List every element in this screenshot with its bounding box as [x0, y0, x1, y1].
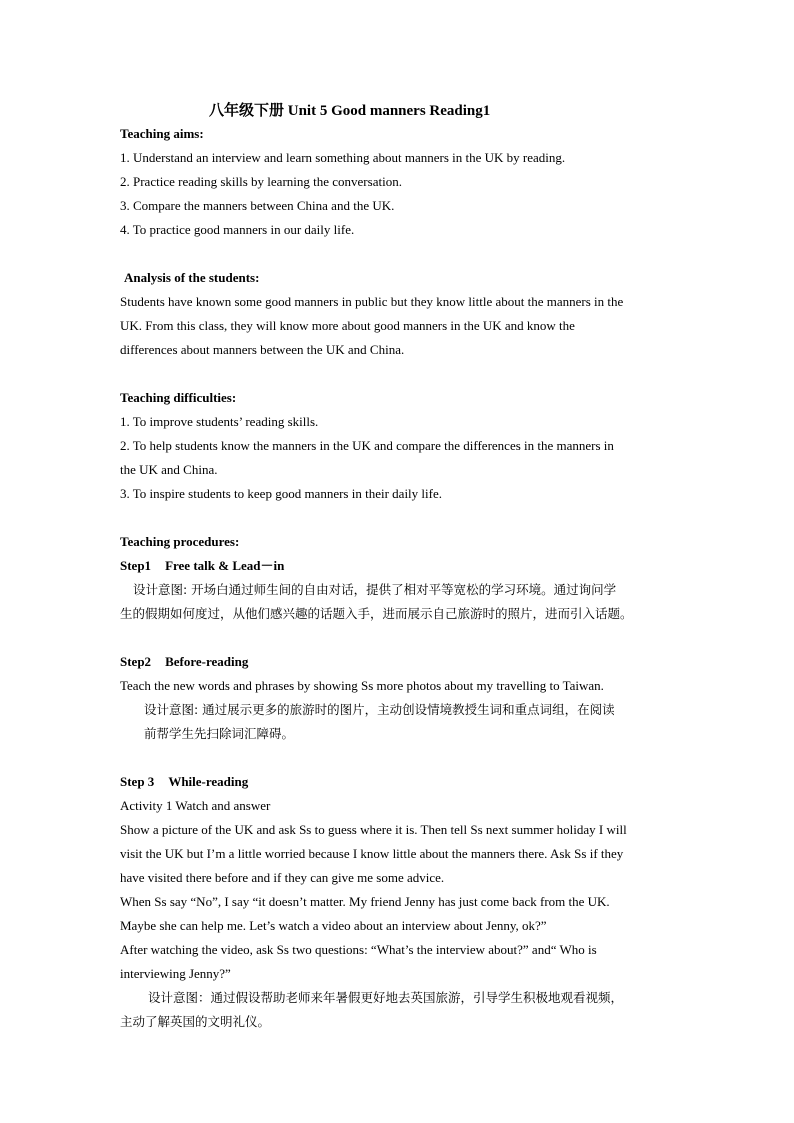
document-page — [120, 100, 680, 1034]
teaching-aims-heading: Teaching aims: — [120, 126, 204, 141]
step2-design-line: 前帮学生先扫除词汇障碍。 — [144, 726, 295, 741]
step3-line: After watching the video, ask Ss two questions: “What’s the interview about?” and“ Who is — [120, 942, 597, 957]
step2-number: Step2 — [120, 654, 152, 669]
step1-title — [120, 554, 680, 578]
step3-title — [120, 770, 680, 794]
difficulty-line: 3. To inspire students to keep good manners in their daily life. — [120, 486, 442, 501]
step3-design-line: 设计意图：通过假设帮助老师来年暑假更好地去英国旅游，引导学生积极地观看视频， — [148, 990, 624, 1005]
step3-line: interviewing Jenny?” — [120, 966, 231, 981]
step3-name: While-reading — [168, 774, 249, 789]
document-title: 八年级下册 Unit 5 Good manners Reading1 — [209, 103, 491, 119]
analysis-heading: Analysis of the students: — [124, 270, 260, 285]
step3-design-line: 主动了解英国的文明礼仪。 — [120, 1014, 271, 1029]
step3-number: Step 3 — [120, 774, 155, 789]
difficulties-heading: Teaching difficulties: — [120, 390, 237, 405]
step2-title — [120, 650, 680, 674]
difficulty-line: 2. To help students know the manners in the UK and compare the differences in the manners in — [120, 438, 614, 453]
step1-design-line: 设计意图: 开场白通过师生间的自由对话，提供了相对平等宽松的学习环境。通过询问学 — [133, 582, 617, 597]
step1-number: Step1 — [120, 558, 152, 573]
step3-line: Maybe she can help me. Let’s watch a video about an interview about Jenny, ok?” — [120, 918, 547, 933]
difficulty-line: 1. To improve students’ reading skills. — [120, 414, 319, 429]
aim-item: 4. To practice good manners in our daily life. — [120, 222, 355, 237]
difficulty-line: the UK and China. — [120, 462, 218, 477]
step1-name: Free talk & Lead－in — [165, 558, 285, 573]
step1-design-line: 生的假期如何度过，从他们感兴趣的话题入手，进而展示自己旅游时的照片，进而引入话题。 — [120, 606, 633, 621]
aim-item: 2. Practice reading skills by learning the conversation. — [120, 174, 402, 189]
analysis-line: Students have known some good manners in public but they know little about the manners in the — [120, 294, 624, 309]
step2-design-line: 设计意图: 通过展示更多的旅游时的图片，主动创设情境教授生词和重点词组，在阅读 — [144, 702, 615, 717]
step3-line: When Ss say “No”, I say “it doesn’t matter. My friend Jenny has just come back from the UK. — [120, 894, 610, 909]
step3-line: Activity 1 Watch and answer — [120, 798, 271, 813]
aim-item: 3. Compare the manners between China and the UK. — [120, 198, 395, 213]
aim-item: 1. Understand an interview and learn something about manners in the UK by reading. — [120, 150, 566, 165]
procedures-heading: Teaching procedures: — [120, 534, 240, 549]
step3-line: have visited there before and if they can give me some advice. — [120, 870, 445, 885]
step2-name: Before-reading — [165, 654, 249, 669]
analysis-line: UK. From this class, they will know more about good manners in the UK and know the — [120, 318, 575, 333]
analysis-line: differences about manners between the UK and China. — [120, 342, 405, 357]
step2-text: Teach the new words and phrases by showing Ss more photos about my travelling to Taiwan. — [120, 678, 604, 693]
step3-line: Show a picture of the UK and ask Ss to guess where it is. Then tell Ss next summer holiday I will — [120, 822, 627, 837]
step3-line: visit the UK but I’m a little worried because I know little about the manners there. Ask Ss if they — [120, 846, 624, 861]
